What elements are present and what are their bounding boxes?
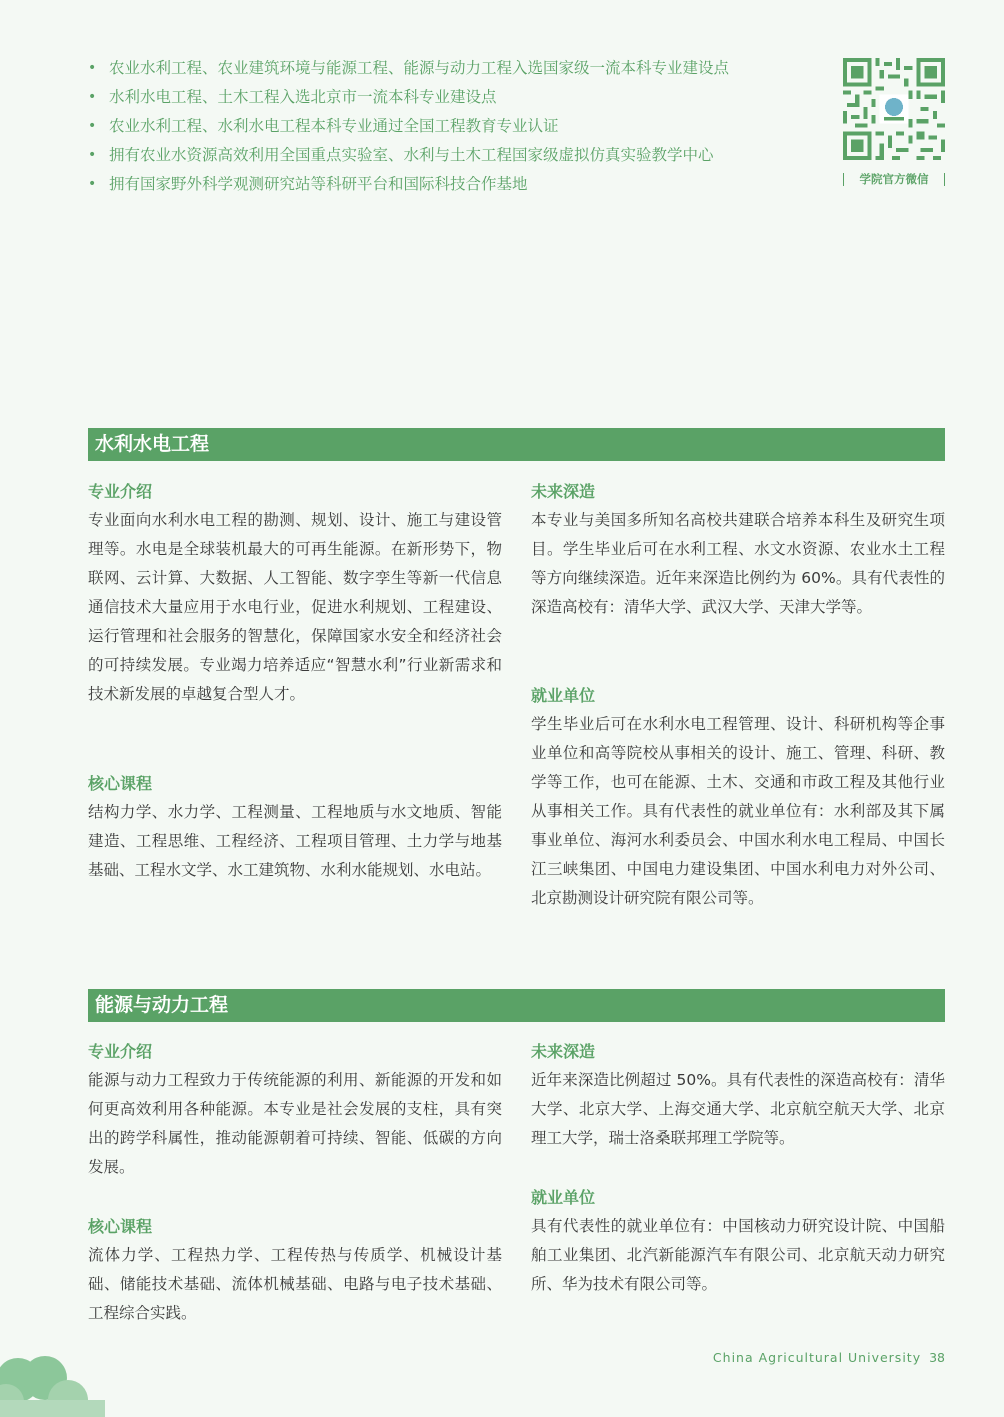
section-title-energy: 能源与动力工程 xyxy=(88,989,945,1022)
bullet-icon: • xyxy=(88,147,97,163)
section-heading: 未来深造 xyxy=(531,1042,596,1061)
highlight-item: • 拥有国家野外科学观测研究站等科研平台和国际科技合作基地 xyxy=(88,172,808,201)
caption-divider xyxy=(843,173,844,186)
section-heading: 核心课程 xyxy=(88,774,153,793)
bullet-icon: • xyxy=(88,176,97,192)
university-name: China Agricultural University xyxy=(712,1350,922,1365)
section-text: 具有代表性的就业单位有：中国核动力研究设计院、中国船舶工业集团、北汽新能源汽车有限公司、北京航天动力研究所、华为技术有限公司等。 xyxy=(531,1217,945,1293)
highlight-item: • 农业水利工程、农业建筑环境与能源工程、能源与动力工程入选国家级一流本科专业建设点 xyxy=(88,56,808,85)
section-heading: 专业介绍 xyxy=(88,482,153,501)
highlight-item: • 农业水利工程、水利水电工程本科专业通过全国工程教育专业认证 xyxy=(88,114,808,143)
bullet-icon: • xyxy=(88,60,97,76)
bullet-icon: • xyxy=(88,118,97,134)
section-heading: 核心课程 xyxy=(88,1217,153,1236)
caption-divider xyxy=(944,173,945,186)
section-heading: 就业单位 xyxy=(531,1188,596,1207)
section-text: 专业面向水利水电工程的勘测、规划、设计、施工与建设管理等。水电是全球装机最大的可再生能源。在新形势下，物联网、云计算、大数据、人工智能、数字孪生等新一代信息通信技术大量应用于水电行业，促进水利规划、工程建设、运行管理和社会服务的智慧化，保障国家水安全和经济社会的可持续发展。专业竭力培养适应“智慧水利”行业新需求和技术新发展的卓越复合型人才。 xyxy=(88,511,502,703)
energy-jobs xyxy=(531,1186,945,1299)
highlight-item: • 水利水电工程、土木工程入选北京市一流本科专业建设点 xyxy=(88,85,808,114)
section-text: 学生毕业后可在水利水电工程管理、设计、科研机构等企事业单位和高等院校从事相关的设计、施工、管理、科研、教学等工作，也可在能源、土木、交通和市政工程及其他行业从事相关工作。具有代表性的就业单位有：水利部及其下属事业单位、海河水利委员会、中国水利水电工程局、中国长江三峡集团、中国电力建设集团、中国水利电力对外公司、北京勘测设计研究院有限公司等。 xyxy=(531,715,945,907)
section-text: 结构力学、水力学、工程测量、工程地质与水文地质、智能建造、工程思维、工程经济、工程项目管理、土力学与地基基础、工程水文学、水工建筑物、水利水能规划、水电站。 xyxy=(88,803,502,879)
highlights-list xyxy=(88,56,808,201)
bullet-icon: • xyxy=(88,89,97,105)
section-text: 流体力学、工程热力学、工程传热与传质学、机械设计基础、储能技术基础、流体机械基础、电路与电子技术基础、工程综合实践。 xyxy=(88,1246,502,1322)
section-heading: 就业单位 xyxy=(531,686,596,705)
energy-courses xyxy=(88,1215,502,1328)
section-text: 本专业与美国多所知名高校共建联合培养本科生及研究生项目。学生毕业后可在水利工程、水文水资源、农业水土工程等方向继续深造。近年来深造比例约为 60%。具有代表性的深造高校有：清华大学、武汉大学、天津大学等。 xyxy=(531,511,945,616)
section-heading: 专业介绍 xyxy=(88,1042,153,1061)
tree-decoration-icon xyxy=(0,1340,110,1417)
energy-intro xyxy=(88,1040,502,1182)
page-number: 38 xyxy=(929,1350,945,1365)
hydro-study xyxy=(531,480,945,622)
page-footer xyxy=(713,1350,945,1365)
section-text: 能源与动力工程致力于传统能源的利用、新能源的开发和如何更高效利用各种能源。本专业是社会发展的支柱，具有突出的跨学科属性，推动能源朝着可持续、智能、低碳的方向发展。 xyxy=(88,1071,502,1176)
section-title-hydro: 水利水电工程 xyxy=(88,428,945,461)
highlight-item: • 拥有农业水资源高效利用全国重点实验室、水利与土木工程国家级虚拟仿真实验教学中心 xyxy=(88,143,808,172)
section-text: 近年来深造比例超过 50%。具有代表性的深造高校有：清华大学、北京大学、上海交通大学、北京航空航天大学、北京理工大学，瑞士洛桑联邦理工学院等。 xyxy=(531,1071,945,1147)
hydro-intro xyxy=(88,480,502,709)
qr-caption: 学院官方微信 xyxy=(843,171,945,189)
qr-code-icon[interactable] xyxy=(843,58,945,160)
section-heading: 未来深造 xyxy=(531,482,596,501)
hydro-jobs xyxy=(531,684,945,913)
energy-study xyxy=(531,1040,945,1153)
hydro-courses xyxy=(88,772,502,885)
